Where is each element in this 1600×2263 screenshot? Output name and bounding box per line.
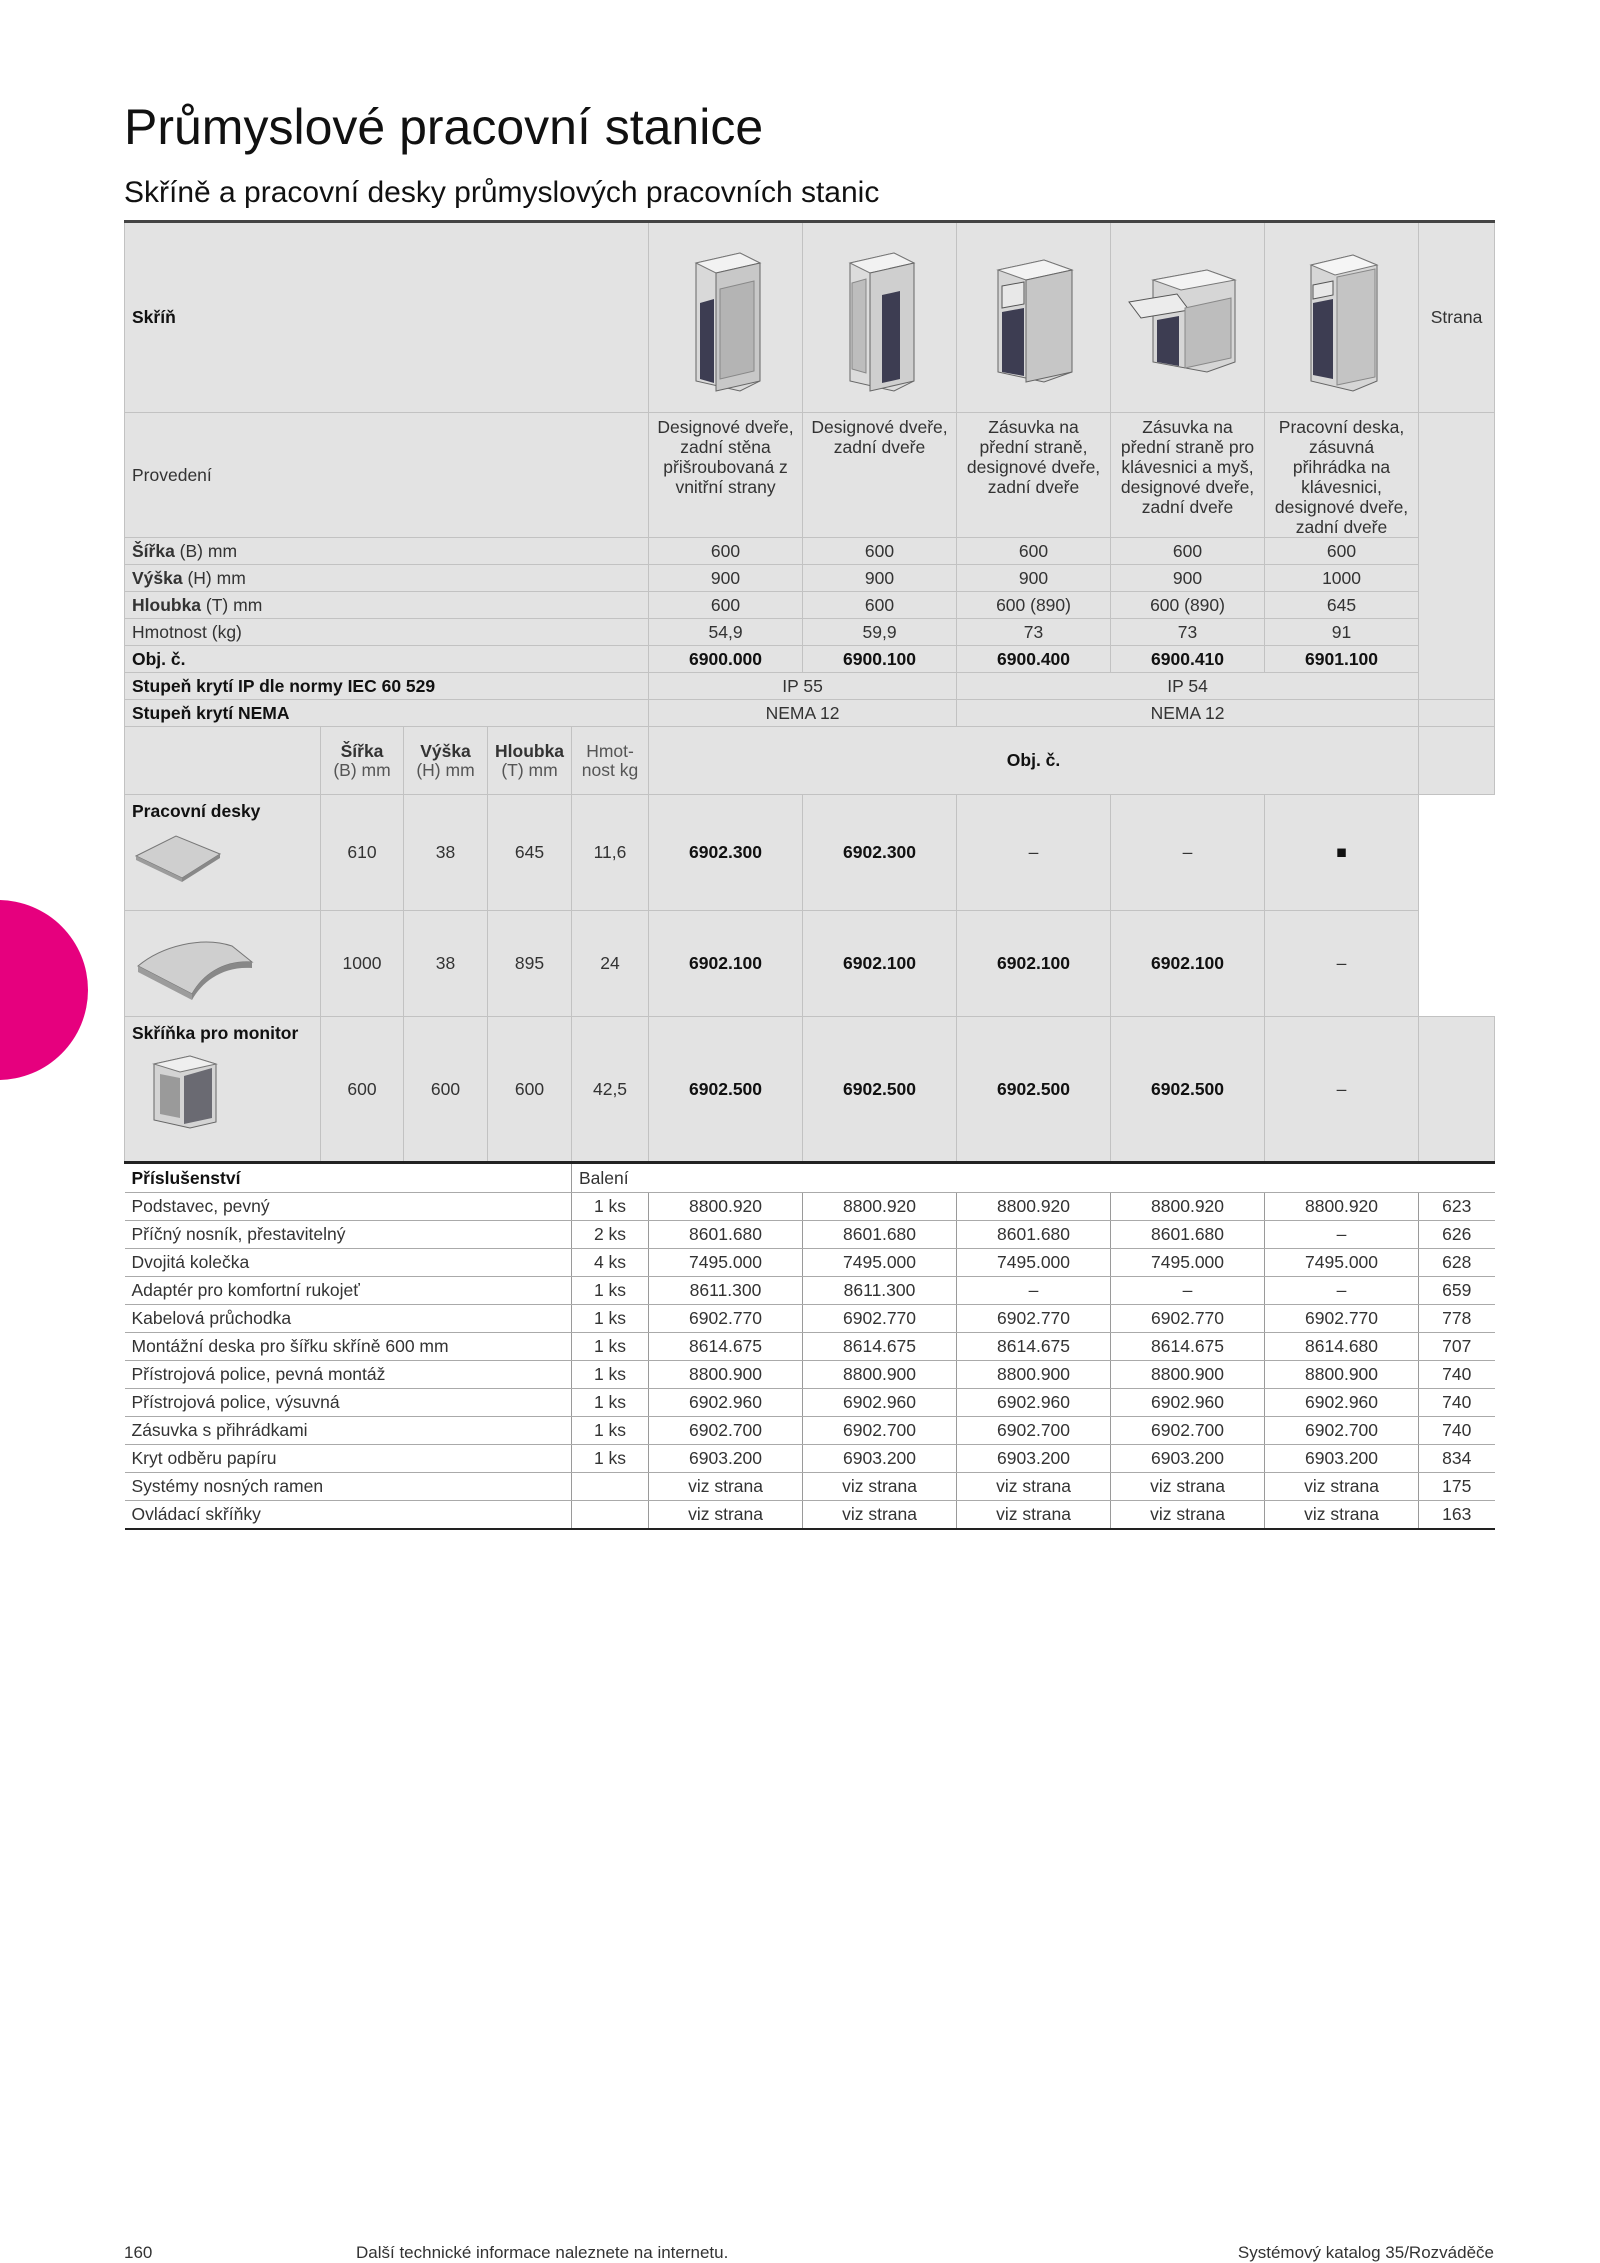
hmotnost-val: 73 xyxy=(957,619,1111,646)
accessory-value: 6902.770 xyxy=(1111,1305,1265,1333)
accessory-value: 6902.960 xyxy=(957,1389,1111,1417)
accessory-value: 8800.920 xyxy=(1265,1193,1419,1221)
worktop-row xyxy=(125,795,1495,911)
accessory-value: 6903.200 xyxy=(649,1445,803,1473)
obj-val: 6900.000 xyxy=(649,646,803,673)
desk-obj: – xyxy=(1265,911,1419,1017)
accessory-value: 6902.700 xyxy=(957,1417,1111,1445)
accessory-value: viz strana xyxy=(957,1473,1111,1501)
desk-sirka: 1000 xyxy=(321,911,404,1017)
accessory-row xyxy=(125,1501,1495,1530)
baleni-header: Balení xyxy=(572,1163,649,1193)
monitor-vyska: 600 xyxy=(404,1017,488,1163)
monitor-hmot: 42,5 xyxy=(572,1017,649,1163)
vyska-val: 1000 xyxy=(1265,565,1419,592)
accessory-value: 8601.680 xyxy=(957,1221,1111,1249)
accessory-pack: 2 ks xyxy=(572,1221,649,1249)
accessory-name: Dvojitá kolečka xyxy=(125,1249,572,1277)
hmotnost-label: Hmotnost (kg) xyxy=(125,619,649,646)
obj-row xyxy=(125,646,1495,673)
accessories-header: Příslušenství xyxy=(125,1163,572,1193)
accessory-value: 8611.300 xyxy=(649,1277,803,1305)
accessory-pack xyxy=(572,1501,649,1530)
sub-obj: Obj. č. xyxy=(649,727,1419,795)
product-image-1 xyxy=(649,222,803,413)
desk-obj: 6902.100 xyxy=(649,911,803,1017)
accessory-name: Systémy nosných ramen xyxy=(125,1473,572,1501)
worktop-large-image xyxy=(132,932,256,1002)
provedeni-1: Designové dveře, zadní stěna přišroubovaná z vnitřní strany xyxy=(649,413,803,538)
accessory-value: 8800.900 xyxy=(1111,1361,1265,1389)
accessory-value: 6902.770 xyxy=(803,1305,957,1333)
accessory-value: 7495.000 xyxy=(649,1249,803,1277)
accessory-page: 628 xyxy=(1419,1249,1495,1277)
accessory-value: 8800.920 xyxy=(649,1193,803,1221)
accessory-pack xyxy=(572,1473,649,1501)
footer-note: Další technické informace naleznete na internetu. xyxy=(356,2243,729,2262)
hmotnost-val: 54,9 xyxy=(649,619,803,646)
accessory-value: 6902.960 xyxy=(1265,1389,1419,1417)
accessory-value: 6903.200 xyxy=(1265,1445,1419,1473)
sub-hloubka: Hloubka (T) mm xyxy=(488,727,572,795)
strana-gap xyxy=(1419,911,1495,1017)
accessory-page: 740 xyxy=(1419,1417,1495,1445)
accessory-value: 7495.000 xyxy=(957,1249,1111,1277)
provedeni-4: Zásuvka na přední straně pro klávesnici a myš, designové dveře, zadní dveře xyxy=(1111,413,1265,538)
accessory-pack: 4 ks xyxy=(572,1249,649,1277)
hloubka-val: 600 xyxy=(803,592,957,619)
worktop-label-cell xyxy=(125,795,321,911)
accessory-value: 6902.960 xyxy=(649,1389,803,1417)
skrin-label: Skříň xyxy=(125,222,649,413)
page-subtitle: Skříně a pracovní desky průmyslových pracovních stanic xyxy=(124,176,880,209)
hloubka-val: 600 (890) xyxy=(1111,592,1265,619)
desk-obj: – xyxy=(957,795,1111,911)
provedeni-3: Zásuvka na přední straně, designové dveře, zadní dveře xyxy=(957,413,1111,538)
accessory-page: 163 xyxy=(1419,1501,1495,1530)
monitor-obj: 6902.500 xyxy=(1111,1017,1265,1163)
desk-obj: 6902.300 xyxy=(803,795,957,911)
skrinka-label: Skříňka pro monitor xyxy=(132,1023,299,1043)
monitor-obj: 6902.500 xyxy=(957,1017,1111,1163)
accessory-value: 8614.675 xyxy=(803,1333,957,1361)
nema-label: Stupeň krytí NEMA xyxy=(125,700,649,727)
worktop-header-row xyxy=(125,727,1495,795)
pracovni-desky-label: Pracovní desky xyxy=(132,801,261,821)
accessory-row xyxy=(125,1445,1495,1473)
sirka-val: 600 xyxy=(803,538,957,565)
sub-vyska: Výška (H) mm xyxy=(404,727,488,795)
accessory-pack: 1 ks xyxy=(572,1333,649,1361)
accessory-value: 6902.700 xyxy=(1265,1417,1419,1445)
accessory-page: 834 xyxy=(1419,1445,1495,1473)
accessory-value: 7495.000 xyxy=(1265,1249,1419,1277)
accessory-name: Zásuvka s přihrádkami xyxy=(125,1417,572,1445)
ip-right: IP 54 xyxy=(957,673,1419,700)
nema-left: NEMA 12 xyxy=(649,700,957,727)
accessory-value: 8614.675 xyxy=(1111,1333,1265,1361)
accessory-name: Podstavec, pevný xyxy=(125,1193,572,1221)
accessory-value: 6902.700 xyxy=(803,1417,957,1445)
accessory-value: viz strana xyxy=(1265,1501,1419,1530)
accessories-header-row xyxy=(125,1163,1495,1193)
accessory-value: – xyxy=(1111,1277,1265,1305)
accessory-pack: 1 ks xyxy=(572,1361,649,1389)
accessory-pack: 1 ks xyxy=(572,1277,649,1305)
sirka-val: 600 xyxy=(1265,538,1419,565)
accessory-value: 8800.920 xyxy=(1111,1193,1265,1221)
monitor-hloubka: 600 xyxy=(488,1017,572,1163)
accessory-value: 8800.900 xyxy=(649,1361,803,1389)
accessory-value: 6902.770 xyxy=(1265,1305,1419,1333)
accessory-row xyxy=(125,1361,1495,1389)
accessory-pack: 1 ks xyxy=(572,1417,649,1445)
strana-gap xyxy=(1419,795,1495,911)
nema-right: NEMA 12 xyxy=(957,700,1419,727)
desk-hloubka: 895 xyxy=(488,911,572,1017)
hloubka-val: 645 xyxy=(1265,592,1419,619)
accessory-row xyxy=(125,1249,1495,1277)
accessory-value: viz strana xyxy=(649,1501,803,1530)
accessory-value: 7495.000 xyxy=(1111,1249,1265,1277)
accessory-value: 6902.960 xyxy=(1111,1389,1265,1417)
accessory-value: 6902.700 xyxy=(649,1417,803,1445)
vyska-val: 900 xyxy=(803,565,957,592)
sirka-val: 600 xyxy=(957,538,1111,565)
accessory-name: Příčný nosník, přestavitelný xyxy=(125,1221,572,1249)
accessory-page: 740 xyxy=(1419,1389,1495,1417)
accessory-row xyxy=(125,1417,1495,1445)
obj-val: 6900.100 xyxy=(803,646,957,673)
accessory-value: 6902.960 xyxy=(803,1389,957,1417)
accessory-name: Kryt odběru papíru xyxy=(125,1445,572,1473)
accessory-value: – xyxy=(1265,1221,1419,1249)
accessory-value: 6903.200 xyxy=(957,1445,1111,1473)
obj-val: 6900.400 xyxy=(957,646,1111,673)
ip-left: IP 55 xyxy=(649,673,957,700)
accessory-pack: 1 ks xyxy=(572,1445,649,1473)
accessory-value: viz strana xyxy=(1111,1473,1265,1501)
ip-label: Stupeň krytí IP dle normy IEC 60 529 xyxy=(125,673,649,700)
accessory-value: 8800.900 xyxy=(957,1361,1111,1389)
vyska-label: Výška (H) mm xyxy=(125,565,649,592)
monitor-label-cell xyxy=(125,1017,321,1163)
accessory-value: 6902.700 xyxy=(1111,1417,1265,1445)
accessory-row xyxy=(125,1221,1495,1249)
desk-obj: 6902.100 xyxy=(1111,911,1265,1017)
accessory-pack: 1 ks xyxy=(572,1305,649,1333)
accessory-pack: 1 ks xyxy=(572,1389,649,1417)
accessory-row xyxy=(125,1473,1495,1501)
provedeni-5: Pracovní deska, zásuvná přihrádka na klávesnici, designové dveře, zadní dveře xyxy=(1265,413,1419,538)
accessory-value: – xyxy=(957,1277,1111,1305)
sub-sirka: Šířka (B) mm xyxy=(321,727,404,795)
monitor-sirka: 600 xyxy=(321,1017,404,1163)
vyska-val: 900 xyxy=(1111,565,1265,592)
sub-hmot: Hmot- nost kg xyxy=(572,727,649,795)
strana-spacer xyxy=(1419,413,1495,700)
accessory-page: 740 xyxy=(1419,1361,1495,1389)
provedeni-row xyxy=(125,413,1495,538)
accessory-name: Montážní deska pro šířku skříně 600 mm xyxy=(125,1333,572,1361)
footer-catalog: Systémový katalog 35/Rozváděče xyxy=(1237,2243,1494,2262)
accessory-value: viz strana xyxy=(1265,1473,1419,1501)
accessory-pack: 1 ks xyxy=(572,1193,649,1221)
accessory-page: 707 xyxy=(1419,1333,1495,1361)
accessory-page: 778 xyxy=(1419,1305,1495,1333)
accessory-value: 8800.920 xyxy=(957,1193,1111,1221)
product-image-3 xyxy=(957,222,1111,413)
accessory-value: 8601.680 xyxy=(649,1221,803,1249)
accessory-page: 623 xyxy=(1419,1193,1495,1221)
hloubka-val: 600 (890) xyxy=(957,592,1111,619)
accessory-page: 175 xyxy=(1419,1473,1495,1501)
accessory-value: 8614.675 xyxy=(957,1333,1111,1361)
hmotnost-val: 73 xyxy=(1111,619,1265,646)
accessory-value: 8611.300 xyxy=(803,1277,957,1305)
accessory-value: 8800.900 xyxy=(1265,1361,1419,1389)
accessory-value: viz strana xyxy=(649,1473,803,1501)
accessory-value: 8800.900 xyxy=(803,1361,957,1389)
accessory-page: 659 xyxy=(1419,1277,1495,1305)
accessory-value: 8601.680 xyxy=(1111,1221,1265,1249)
obj-val: 6901.100 xyxy=(1265,646,1419,673)
product-image-5 xyxy=(1265,222,1419,413)
accessory-name: Přístrojová police, pevná montáž xyxy=(125,1361,572,1389)
desk-vyska: 38 xyxy=(404,911,488,1017)
desk-obj: ■ xyxy=(1265,795,1419,911)
obj-val: 6900.410 xyxy=(1111,646,1265,673)
monitor-obj: – xyxy=(1265,1017,1419,1163)
sirka-val: 600 xyxy=(1111,538,1265,565)
worktop-corner xyxy=(125,727,321,795)
accessory-value: 6903.200 xyxy=(803,1445,957,1473)
page-title: Průmyslové pracovní stanice xyxy=(124,99,764,155)
strana-spacer xyxy=(1419,727,1495,795)
desk-hmot: 11,6 xyxy=(572,795,649,911)
accessory-value: viz strana xyxy=(803,1501,957,1530)
accent-dot xyxy=(0,900,88,1080)
desk-hmot: 24 xyxy=(572,911,649,1017)
worktop-image-cell xyxy=(125,911,321,1017)
vyska-val: 900 xyxy=(957,565,1111,592)
page-number: 160 xyxy=(124,2243,153,2262)
provedeni-label: Provedení xyxy=(125,413,649,538)
accessories-body xyxy=(125,1193,1495,1530)
hloubka-label: Hloubka (T) mm xyxy=(125,592,649,619)
accessory-value: 8614.680 xyxy=(1265,1333,1419,1361)
hloubka-row xyxy=(125,592,1495,619)
accessory-value: 8800.920 xyxy=(803,1193,957,1221)
accessory-value: – xyxy=(1265,1277,1419,1305)
obj-label: Obj. č. xyxy=(125,646,649,673)
product-image-4 xyxy=(1111,222,1265,413)
accessory-value: 6902.770 xyxy=(957,1305,1111,1333)
desk-obj: 6902.300 xyxy=(649,795,803,911)
monitor-row xyxy=(125,1017,1495,1163)
worktop-row xyxy=(125,911,1495,1017)
desk-obj: 6902.100 xyxy=(957,911,1111,1017)
sirka-label: Šířka (B) mm xyxy=(125,538,649,565)
provedeni-2: Designové dveře, zadní dveře xyxy=(803,413,957,538)
strana-label: Strana xyxy=(1419,222,1495,413)
vyska-row xyxy=(125,565,1495,592)
accessory-page: 626 xyxy=(1419,1221,1495,1249)
accessory-row xyxy=(125,1333,1495,1361)
hloubka-val: 600 xyxy=(649,592,803,619)
nema-row xyxy=(125,700,1495,727)
accessory-value: 8614.675 xyxy=(649,1333,803,1361)
worktop-small-image xyxy=(132,828,224,884)
product-table xyxy=(124,220,1495,1530)
accessory-name: Kabelová průchodka xyxy=(125,1305,572,1333)
desk-obj: 6902.100 xyxy=(803,911,957,1017)
accessory-row xyxy=(125,1389,1495,1417)
accessory-value: 6903.200 xyxy=(1111,1445,1265,1473)
hmotnost-val: 91 xyxy=(1265,619,1419,646)
monitor-obj: 6902.500 xyxy=(649,1017,803,1163)
accessory-row xyxy=(125,1193,1495,1221)
accessory-value: viz strana xyxy=(803,1473,957,1501)
hmotnost-val: 59,9 xyxy=(803,619,957,646)
desk-hloubka: 645 xyxy=(488,795,572,911)
desk-vyska: 38 xyxy=(404,795,488,911)
desk-obj: – xyxy=(1111,795,1265,911)
accessory-value: 8601.680 xyxy=(803,1221,957,1249)
accessory-row xyxy=(125,1305,1495,1333)
sirka-val: 600 xyxy=(649,538,803,565)
sirka-row xyxy=(125,538,1495,565)
accessory-name: Přístrojová police, výsuvná xyxy=(125,1389,572,1417)
accessories-header-blank xyxy=(649,1163,1495,1193)
cabinet-image-row xyxy=(125,222,1495,413)
strana-spacer xyxy=(1419,1017,1495,1163)
vyska-val: 900 xyxy=(649,565,803,592)
accessory-name: Ovládací skříňky xyxy=(125,1501,572,1530)
accessory-value: 6902.770 xyxy=(649,1305,803,1333)
monitor-obj: 6902.500 xyxy=(803,1017,957,1163)
product-image-2 xyxy=(803,222,957,413)
accessory-value: viz strana xyxy=(1111,1501,1265,1530)
accessory-value: 7495.000 xyxy=(803,1249,957,1277)
ip-row xyxy=(125,673,1495,700)
accessory-row xyxy=(125,1277,1495,1305)
accessory-name: Adaptér pro komfortní rukojeť xyxy=(125,1277,572,1305)
desk-sirka: 610 xyxy=(321,795,404,911)
hmotnost-row xyxy=(125,619,1495,646)
accessory-value: viz strana xyxy=(957,1501,1111,1530)
monitor-cabinet-image xyxy=(150,1050,220,1130)
strana-spacer xyxy=(1419,700,1495,727)
